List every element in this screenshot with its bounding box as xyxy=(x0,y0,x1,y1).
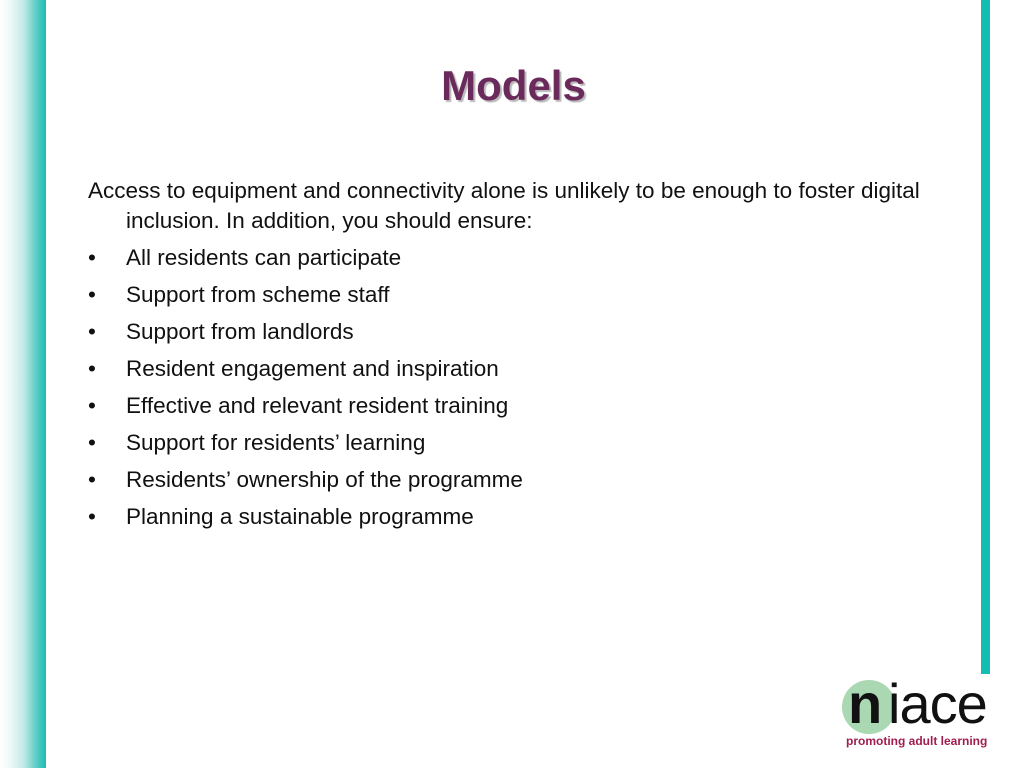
bullet-text: Residents’ ownership of the programme xyxy=(126,467,523,492)
bullet-icon: • xyxy=(88,467,96,492)
bullet-text: Effective and relevant resident training xyxy=(126,393,509,418)
slide-body xyxy=(88,176,938,539)
bullet-icon: • xyxy=(88,245,96,270)
bullet-text: Planning a sustainable programme xyxy=(126,504,474,529)
bullet-text: Resident engagement and inspiration xyxy=(126,356,499,381)
logo-letter-n: n xyxy=(848,672,883,735)
niace-logo xyxy=(842,672,1007,754)
bullet-icon: • xyxy=(88,393,96,418)
logo-wordmark: iace xyxy=(888,672,987,735)
bullet-item xyxy=(88,243,938,273)
bullet-item xyxy=(88,317,938,347)
left-gradient-border xyxy=(0,0,46,768)
bullet-item xyxy=(88,280,938,310)
bullet-text: Support from scheme staff xyxy=(126,282,390,307)
bullet-text: Support from landlords xyxy=(126,319,354,344)
bullet-text: All residents can participate xyxy=(126,245,402,270)
bullet-item xyxy=(88,465,938,495)
bullet-icon: • xyxy=(88,319,96,344)
bullet-item xyxy=(88,354,938,384)
bullet-icon: • xyxy=(88,504,96,529)
right-accent-bar xyxy=(981,0,990,674)
bullet-list xyxy=(88,243,938,532)
bullet-icon: • xyxy=(88,430,96,455)
bullet-item xyxy=(88,428,938,458)
bullet-text: Support for residents’ learning xyxy=(126,430,426,455)
bullet-icon: • xyxy=(88,282,96,307)
bullet-item xyxy=(88,391,938,421)
intro-text: Access to equipment and connectivity alone is unlikely to be enough to foster digital inclusion. In addition, you should ensure: xyxy=(88,178,920,233)
bullet-icon: • xyxy=(88,356,96,381)
slide-title: Models xyxy=(441,62,586,109)
logo-tagline: promoting adult learning xyxy=(846,734,988,748)
bullet-item xyxy=(88,502,938,532)
